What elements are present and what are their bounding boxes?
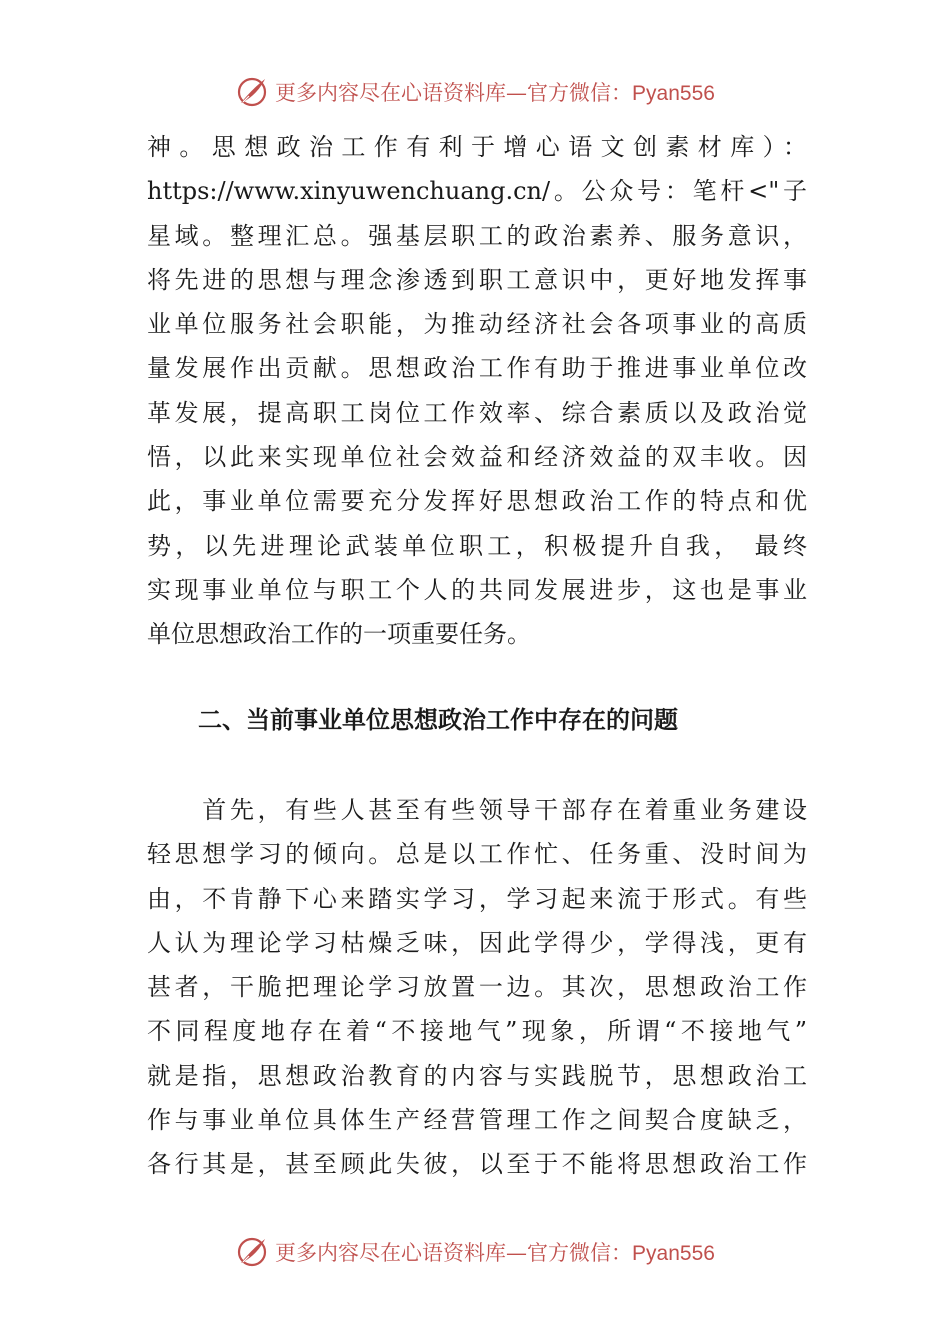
banner-wechat-id: Pyan556 (632, 1242, 715, 1265)
paragraph-line: 业单位服务社会职能，为推动经济社会各项事业的高质 (147, 310, 807, 339)
paragraph-line: 作与事业单位具体生产经营管理工作之间契合度缺乏， (147, 1106, 807, 1135)
paragraph-line: 革发展，提高职工岗位工作效率、综合素质以及政治觉 (147, 398, 807, 427)
paragraph-line: 人认为理论学习枯燥乏味，因此学得少，学得浅，更有 (147, 928, 807, 957)
paragraph-line: 甚者，干脆把理论学习放置一边。其次，思想政治工作 (147, 973, 807, 1002)
paragraph-line: 量发展作出贡献。思想政治工作有助于推进事业单位改 (147, 354, 807, 383)
paragraph-line: 由，不肯静下心来踏实学习，学习起来流于形式。有些 (147, 884, 807, 913)
banner-wechat-id: Pyan556 (632, 82, 715, 105)
paragraph-line: 单位思想政治工作的一项重要任务。 (147, 620, 531, 649)
paragraph-line: 实现事业单位与职工个人的共同发展进步，这也是事业 (147, 575, 807, 604)
paragraph-line: 星域。整理汇总。强基层职工的政治素养、服务意识， (147, 221, 807, 250)
paragraph-line: 神。思想政治工作有利于增心语文创素材库）： (147, 133, 807, 161)
banner-main-text: 更多内容尽在心语资料库—官方微信： (275, 81, 633, 105)
quill-logo-icon (235, 75, 269, 109)
paragraph-line: 首先，有些人甚至有些领导干部存在着重业务建设 (147, 796, 807, 824)
quill-logo-icon (235, 1235, 269, 1269)
paragraph-line: https://www.xinyuwenchuang.cn/。公众号：笔杆<"子 (147, 177, 807, 206)
paragraph-line: 势，以先进理论武装单位职工，积极提升自我， 最终 (147, 531, 807, 560)
paragraph-line: 悟，以此来实现单位社会效益和经济效益的双丰收。因 (147, 443, 807, 472)
banner-text (275, 1237, 715, 1267)
paragraph-line: 此，事业单位需要充分发挥好思想政治工作的特点和优 (147, 487, 807, 516)
paragraph-line: 各行其是，甚至顾此失彼，以至于不能将思想政治工作 (147, 1150, 807, 1179)
section-heading: 二、当前事业单位思想政治工作中存在的问题 (198, 706, 678, 734)
paragraph-2 (147, 788, 807, 1187)
paragraph-line: 将先进的思想与理念渗透到职工意识中，更好地发挥事 (147, 265, 807, 294)
paragraph-line: 轻思想学习的倾向。总是以工作忙、任务重、没时间为 (147, 840, 807, 869)
paragraph-line: 不同程度地存在着“不接地气”现象，所谓“不接地气” (147, 1017, 807, 1046)
paragraph-line: 就是指，思想政治教育的内容与实践脱节，思想政治工 (147, 1061, 807, 1090)
paragraph-1 (147, 125, 807, 657)
banner-main-text: 更多内容尽在心语资料库—官方微信： (275, 1241, 633, 1265)
banner-text (275, 77, 715, 107)
header-banner (0, 72, 950, 112)
footer-banner (0, 1232, 950, 1272)
